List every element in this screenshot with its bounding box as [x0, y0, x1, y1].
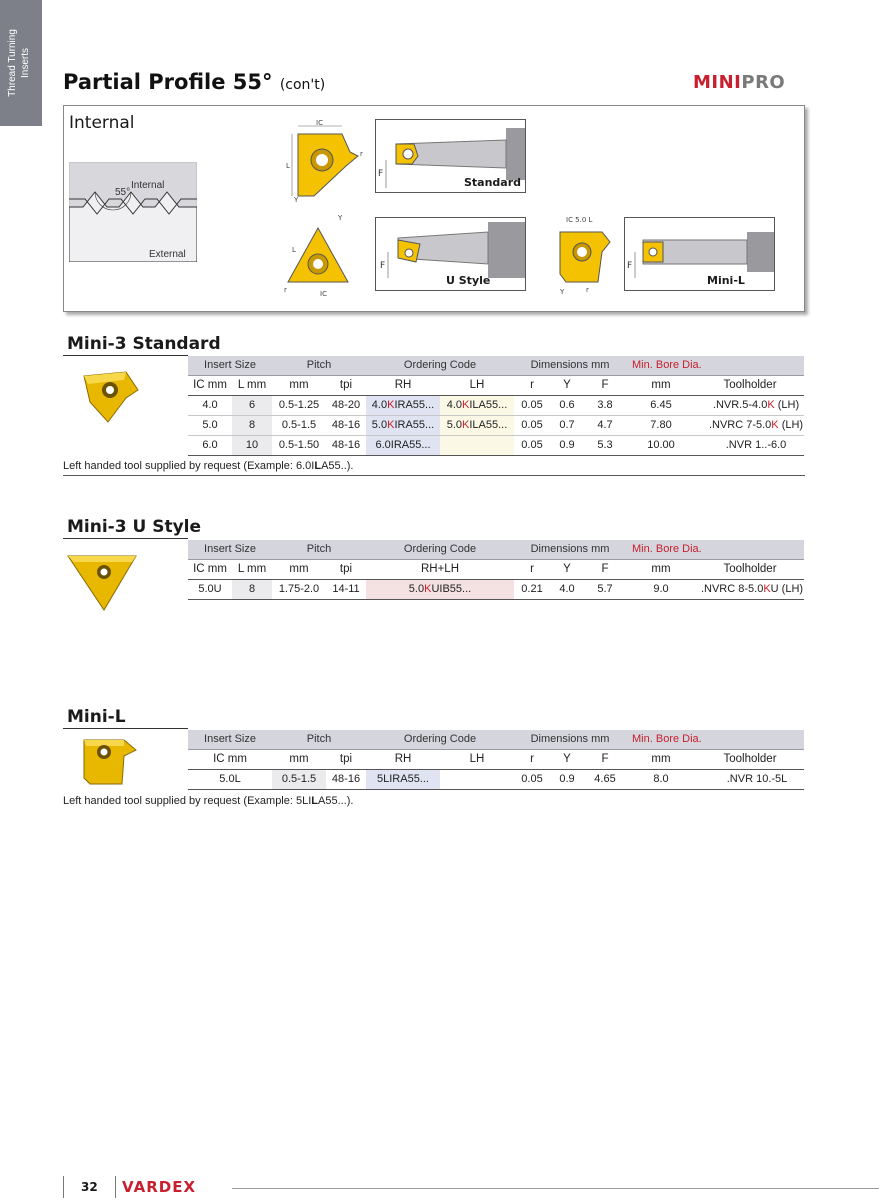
mini3-standard-table — [188, 356, 804, 456]
u-style-holder-box — [375, 217, 526, 291]
rh-code: 5.0KIRA55... — [366, 415, 440, 435]
mini3-standard-note: Left handed tool supplied by request (Example: 6.0ILA55..). — [63, 460, 354, 472]
u-style-insert-drawing — [278, 212, 358, 300]
toolholder-cell: .NVRC 8-5.0KU (LH) — [696, 579, 804, 599]
lh-code — [440, 435, 514, 455]
page-title-main: Partial Profile 55° — [63, 70, 273, 94]
mini3-u-insert-image — [64, 550, 140, 614]
mini3-standard-insert-image — [80, 368, 144, 426]
vardex-logo: VARDEX — [122, 1178, 197, 1196]
rh-code: 6.0IRA55... — [366, 435, 440, 455]
mini-l-rule — [63, 728, 188, 729]
svg-text:r: r — [284, 286, 287, 294]
lh-code — [440, 769, 514, 789]
mini-l-insert-drawing — [552, 212, 620, 298]
lh-code: 5.0KILA55... — [440, 415, 514, 435]
thread-profile-diagram — [69, 162, 197, 262]
page-title — [63, 70, 325, 94]
mini-l-label: Mini-L — [707, 274, 745, 287]
toolholder-cell: .NVRC 7-5.0K (LH) — [696, 415, 804, 435]
internal-label: Internal — [131, 180, 165, 191]
group-header-row: Insert Size Pitch Ordering Code Dimensions mm Min. Bore Dia. — [188, 730, 804, 749]
mini-l-table — [188, 730, 804, 790]
column-header-row: IC mm L mm mm tpi RH LH r Y F mm Toolholder — [188, 375, 804, 395]
mini3-u-title: Mini-3 U Style — [67, 517, 202, 537]
svg-text:IC: IC — [316, 119, 323, 127]
column-header-row: IC mm mm tpi RH LH r Y F mm Toolholder — [188, 749, 804, 769]
svg-text:F: F — [627, 261, 633, 271]
svg-text:L: L — [286, 162, 290, 170]
svg-text:Y: Y — [338, 214, 343, 222]
mini3-standard-bottom-rule — [63, 475, 805, 476]
table-row: 6.0 10 0.5-1.50 48-16 6.0IRA55... 0.05 0.9 5.3 10.00 .NVR 1..-6.0 — [188, 435, 804, 455]
minipro-logo: MINIPRO — [693, 72, 786, 93]
internal-diagram-panel — [63, 105, 805, 312]
toolholder-cell: .NVR.5-4.0K (LH) — [696, 395, 804, 415]
svg-text:L: L — [292, 246, 296, 254]
rh-code: 4.0KIRA55... — [366, 395, 440, 415]
side-tab-text: Thread Turning Inserts — [7, 29, 31, 97]
svg-text:r: r — [586, 286, 589, 294]
svg-text:r: r — [360, 150, 363, 158]
footer-divider-left — [63, 1176, 64, 1198]
page-title-suffix: (con't) — [279, 77, 326, 93]
table-row: 5.0L 0.5-1.5 48-16 5LIRA55... 0.05 0.9 4.65 8.0 .NVR 10.-5L — [188, 769, 804, 789]
table-row: 5.0 8 0.5-1.5 48-16 5.0KIRA55... 5.0KILA55... 0.05 0.7 4.7 7.80 .NVRC 7-5.0K (LH) — [188, 415, 804, 435]
table-row: 5.0U 8 1.75-2.0 14-11 5.0KUIB55... 0.21 4.0 5.7 9.0 .NVRC 8-5.0KU (LH) — [188, 579, 804, 599]
table-row: 4.0 6 0.5-1.25 48-20 4.0KIRA55... 4.0KILA55... 0.05 0.6 3.8 6.45 .NVR.5-4.0K (LH) — [188, 395, 804, 415]
mini3-standard-title: Mini-3 Standard — [67, 334, 221, 354]
angle-label: 55° — [115, 187, 131, 198]
mini3-standard-rule — [63, 355, 188, 356]
footer-rule — [232, 1188, 879, 1189]
column-header-row: IC mm L mm mm tpi RH+LH r Y F mm Toolholder — [188, 559, 804, 579]
u-style-label: U Style — [446, 274, 491, 287]
svg-text:F: F — [380, 261, 386, 271]
mini-l-holder-drawing — [625, 218, 774, 290]
panel-title: Internal — [69, 113, 135, 133]
footer-divider-right — [115, 1176, 116, 1198]
svg-text:Y: Y — [294, 196, 299, 204]
standard-holder-box — [375, 119, 526, 193]
rh-code: 5LIRA55... — [366, 769, 440, 789]
mini-l-title: Mini-L — [67, 707, 126, 727]
section-side-tab — [0, 0, 42, 126]
mini-l-holder-box — [624, 217, 775, 291]
mini-l-note: Left handed tool supplied by request (Example: 5LILA55...). — [63, 795, 354, 807]
toolholder-cell: .NVR 1..-6.0 — [696, 435, 804, 455]
external-label: External — [149, 249, 186, 260]
standard-label: Standard — [464, 176, 522, 189]
lh-code: 4.0KILA55... — [440, 395, 514, 415]
mini-l-insert-image — [80, 734, 142, 788]
standard-insert-drawing — [286, 118, 366, 204]
page-number: 32 — [81, 1180, 98, 1194]
rh-lh-code: 5.0KUIB55... — [366, 579, 514, 599]
group-header-row: Insert Size Pitch Ordering Code Dimensions mm Min. Bore Dia. — [188, 540, 804, 559]
svg-text:F: F — [378, 169, 384, 179]
group-header-row: Insert Size Pitch Ordering Code Dimensions mm Min. Bore Dia. — [188, 356, 804, 375]
svg-text:IC: IC — [320, 290, 327, 298]
mini3-u-rule — [63, 538, 188, 539]
svg-text:Y: Y — [560, 288, 565, 296]
toolholder-cell: .NVR 10.-5L — [696, 769, 804, 789]
svg-text:IC 5.0 L: IC 5.0 L — [566, 216, 593, 224]
mini3-u-table — [188, 540, 804, 600]
